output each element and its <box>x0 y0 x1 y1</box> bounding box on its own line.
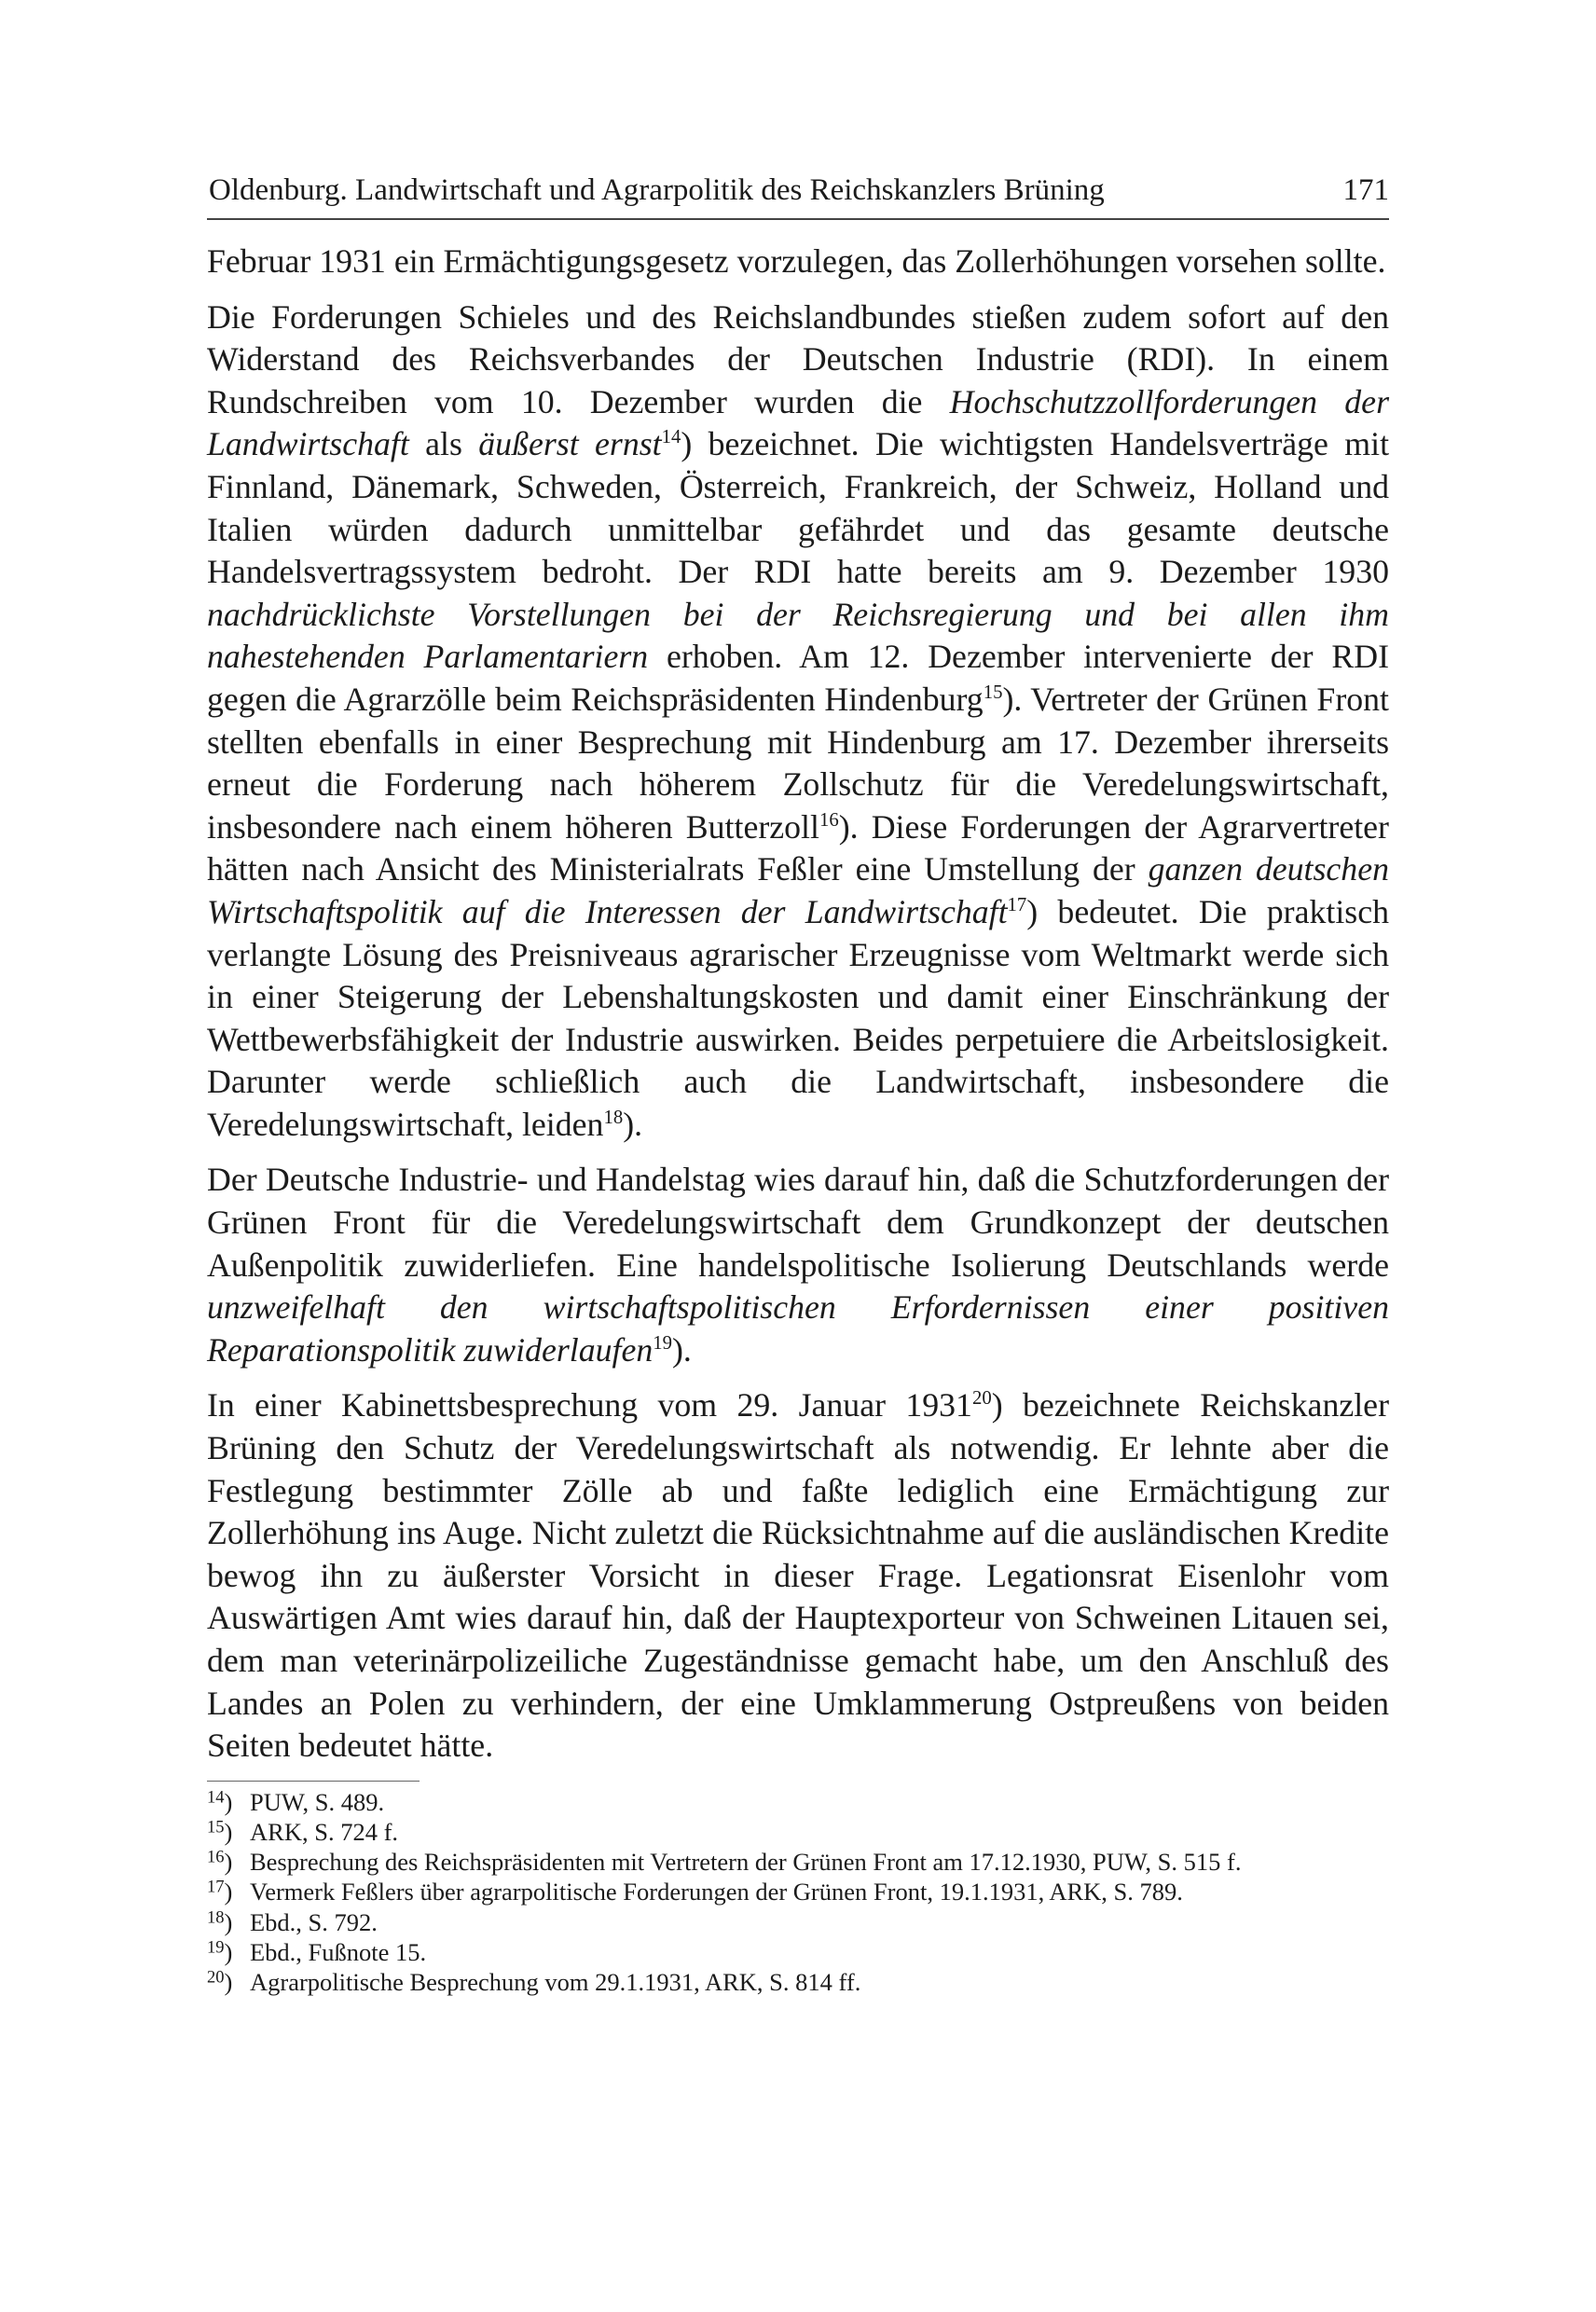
footnote-marker: $^{17}$) <box>207 1878 233 1906</box>
text-run: ) bezeichnet. Die wichtigsten Handelsverträge mit Finnland, Dänemark, Schweden, Österreich, Frankreich, der Schweiz, Holland und Italien würden dadurch unmittelbar gefährdet und das gesamte deutsche Handelsvertragssystem bedroht. Der RDI hatte bereits am 9. Dezember 1930 <box>207 425 1390 591</box>
text-run: Die Forderungen Schieles und des Reichslandbundes stießen zudem sofort auf den Widerstand des Reichsverbandes der Deutschen Industrie (RDI). In einem Rundschreiben vom 10. Dezember wurden die <box>207 297 1389 420</box>
footnote-number: 19 <box>207 1937 225 1958</box>
footnote <box>207 1937 1389 1967</box>
running-header <box>207 168 1389 220</box>
footnote-marker: $^{15}$) <box>207 1817 233 1846</box>
footnote-ref: 19 <box>653 1332 673 1354</box>
footnote-ref: 17 <box>1007 895 1027 916</box>
footnote-text: PUW, S. 489. <box>250 1787 385 1816</box>
body-text <box>207 241 1389 1768</box>
footnotes <box>207 1787 1389 1997</box>
paragraph <box>207 1159 1389 1371</box>
page <box>207 168 1389 1997</box>
footnote-marker: $^{14}$) <box>207 1787 233 1816</box>
footnote <box>207 1907 1389 1937</box>
footnote <box>207 1787 1389 1817</box>
footnote-text: Ebd., Fußnote 15. <box>250 1937 427 1966</box>
footnote-ref: 14 <box>661 427 681 448</box>
text-run: als <box>408 425 479 463</box>
footnote-ref: 16 <box>819 809 839 831</box>
footnote-number: 17 <box>207 1878 225 1898</box>
footnote-marker: $^{16}$) <box>207 1847 233 1877</box>
footnote-number: 15 <box>207 1817 225 1837</box>
footnote-text: Agrarpolitische Besprechung vom 29.1.1931, ARK, S. 814 ff. <box>250 1968 861 1996</box>
emphasis: unzweifelhaft den wirtschaftspolitischen Erfordernissen einer positiven Reparationspolitik zuwiderlaufen <box>207 1288 1389 1369</box>
footnote-number: 14 <box>207 1787 225 1808</box>
text-run: ) bedeutet. Die praktisch verlangte Lösung des Preisniveaus agrarischer Erzeugnisse vom Weltmarkt werde sich in einer Steigerung der Lebenshaltungskosten und damit einer Einschränkung der Wettbewerbsfähigkeit der Industrie auswirken. Beides perpetuiere die Arbeitslosigkeit. Darunter werde schließlich auch die Landwirtschaft, insbesondere die Veredelungswirtschaft, leiden <box>207 892 1389 1143</box>
footnote-text: Ebd., S. 792. <box>250 1907 378 1936</box>
emphasis: ganzen deutschen Wirtschaftspolitik auf die Interessen der Landwirtschaft <box>207 850 1389 930</box>
footnote-ref: 18 <box>603 1108 624 1129</box>
footnote-marker: $^{19}$) <box>207 1937 233 1966</box>
footnote <box>207 1877 1389 1906</box>
footnote-marker: $^{18}$) <box>207 1907 233 1936</box>
footnote <box>207 1847 1389 1877</box>
text-run: erhoben. Am 12. Dezember intervenierte der RDI gegen die Agrarzölle beim Reichspräsidenten Hindenburg <box>207 638 1389 718</box>
text-run: ). <box>672 1330 692 1369</box>
paragraph <box>207 1384 1389 1767</box>
footnote-text: Besprechung des Reichspräsidenten mit Vertretern der Grünen Front am 17.12.1930, PUW, S. 515 f. <box>250 1848 1242 1877</box>
running-title: Oldenburg. Landwirtschaft und Agrarpolitik des Reichskanzlers Brüning <box>209 173 1105 207</box>
footnote <box>207 1967 1389 1997</box>
footnote-separator <box>207 1781 420 1782</box>
page-number: 171 <box>1342 173 1389 207</box>
paragraph <box>207 241 1389 283</box>
text-run: Februar 1931 ein Ermächtigungsgesetz vorzulegen, das Zollerhöhungen vorsehen sollte. <box>207 242 1386 280</box>
text-run: In einer Kabinettsbesprechung vom 29. Januar 1931 <box>207 1386 972 1424</box>
footnote-ref: 20 <box>971 1388 992 1410</box>
text-run: ) bezeichnete Reichskanzler Brüning den Schutz der Veredelungswirtschaft als notwendig. Er lehnte aber die Festlegung bestimmter Zölle ab und faßte lediglich eine Ermächtigung zur Zollerhöhung ins Auge. Nicht zuletzt die Rücksichtnahme auf die ausländischen Kredite bewog ihn zu äußerster Vorsicht in dieser Frage. Legationsrat Eisenlohr vom Auswärtigen Amt wies darauf hin, daß der Hauptexporteur von Schweinen Litauen sei, dem man veterinärpolizeiliche Zugeständnisse gemacht habe, um den Anschluß des Landes an Polen zu verhindern, der eine Umklammerung Ostpreußens von beiden Seiten bedeutet hätte. <box>207 1386 1389 1765</box>
emphasis: Hochschutzzollforderungen der Landwirtschaft <box>207 382 1389 463</box>
emphasis: äußerst ernst <box>478 425 662 463</box>
emphasis: nachdrücklichste Vorstellungen bei der Reichsregierung und bei allen ihm nahestehenden Parlamentariern <box>207 595 1389 676</box>
footnote-number: 18 <box>207 1907 225 1928</box>
text-run: ). Vertreter der Grünen Front stellten ebenfalls in einer Besprechung mit Hindenburg am 17. Dezember ihrerseits erneut die Forderung nach höherem Zollschutz für die Veredelungswirtschaft, insbesondere nach einem höheren Butterzoll <box>207 680 1389 846</box>
text-run: ). Diese Forderungen der Agrarvertreter hätten nach Ansicht des Ministerialrats Feßler eine Umstellung der <box>207 807 1389 888</box>
text-run: Der Deutsche Industrie- und Handelstag wies darauf hin, daß die Schutzforderungen der Grünen Front für die Veredelungswirtschaft dem Grundkonzept der deutschen Außenpolitik zuwiderliefen. Eine handelspolitische Isolierung Deutschlands werde <box>207 1161 1389 1284</box>
footnote-text: ARK, S. 724 f. <box>250 1817 399 1846</box>
footnote-number: 20 <box>207 1967 225 1988</box>
footnote-number: 16 <box>207 1847 225 1867</box>
footnote <box>207 1817 1389 1847</box>
footnote-marker: $^{20}$) <box>207 1967 233 1996</box>
footnote-text: Vermerk Feßlers über agrarpolitische Forderungen der Grünen Front, 19.1.1931, ARK, S. 789. <box>250 1878 1183 1906</box>
footnote-ref: 15 <box>983 682 1003 704</box>
text-run: ). <box>623 1105 643 1143</box>
paragraph <box>207 296 1389 1147</box>
